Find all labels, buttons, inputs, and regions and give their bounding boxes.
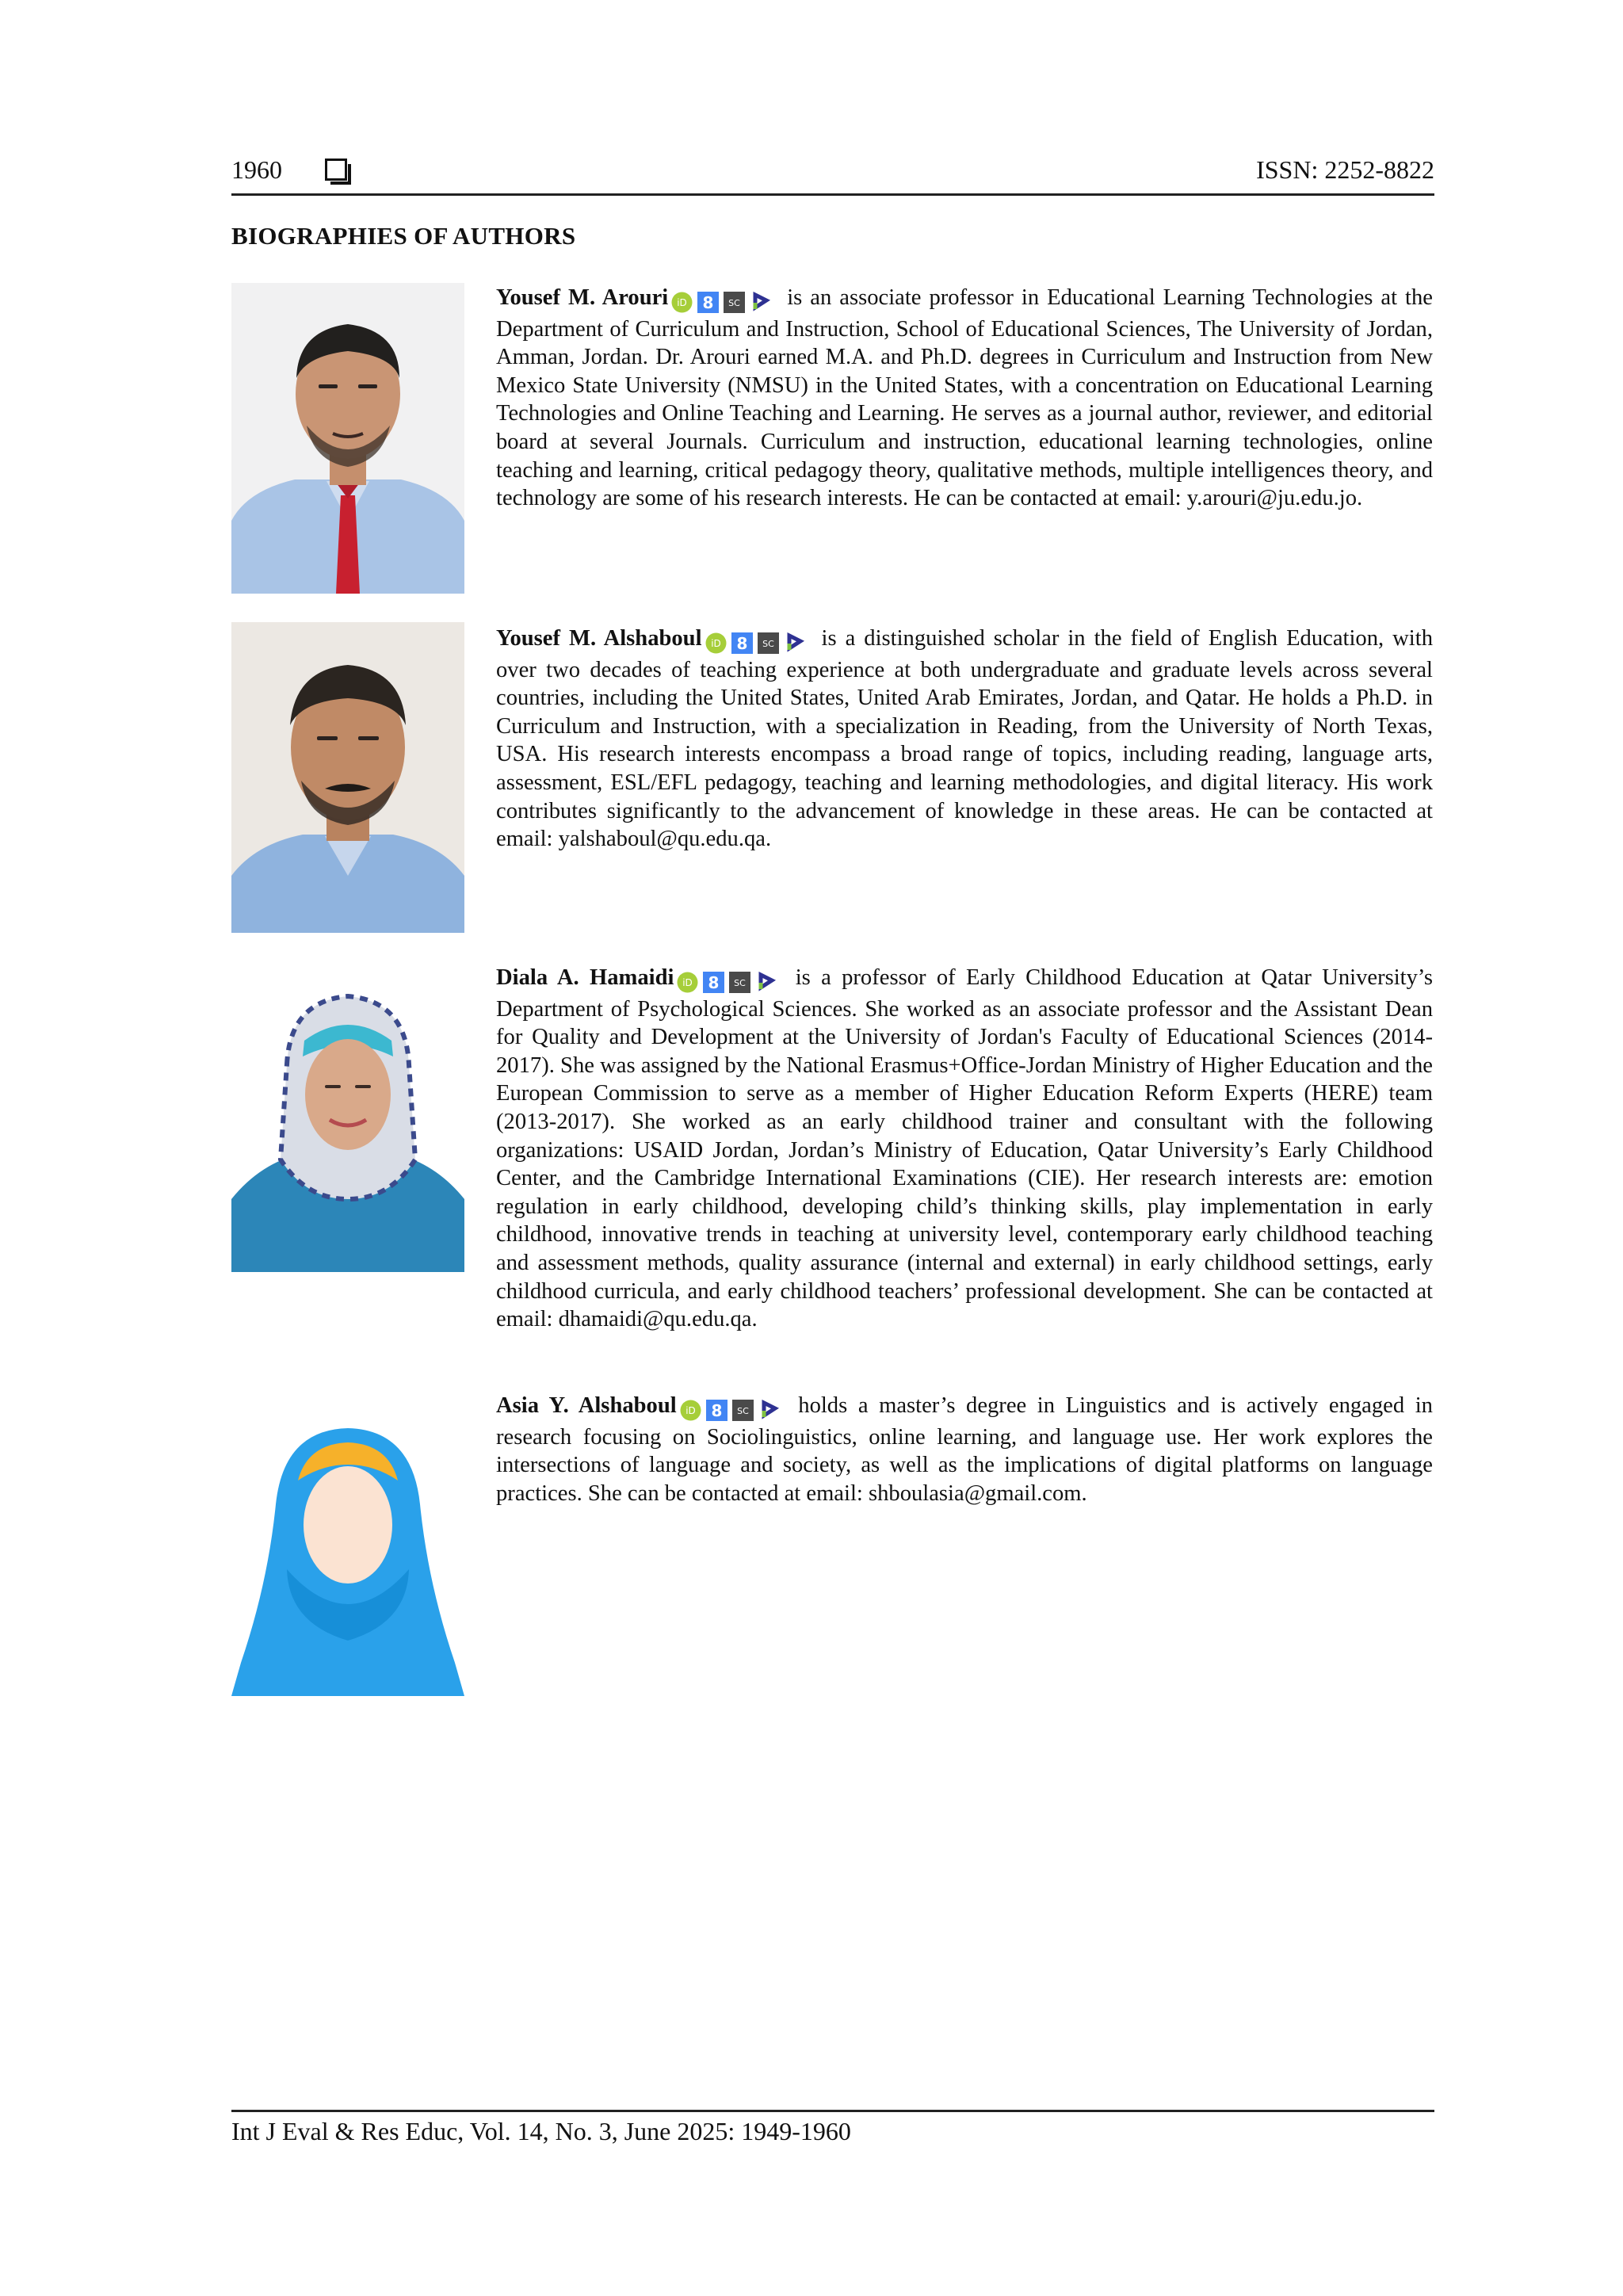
scopus-icon[interactable] [729, 972, 750, 993]
author-photo-hamaidi [231, 961, 464, 1272]
author-profile-icons [671, 287, 776, 315]
page-number: 1960 [231, 155, 282, 184]
author-name: Diala A. Hamaidi [496, 965, 674, 990]
publons-icon[interactable] [758, 1400, 780, 1421]
running-footer [231, 2110, 1434, 2146]
google-scholar-icon[interactable] [697, 292, 719, 313]
svg-text:SC: SC [728, 297, 741, 308]
section-title: BIOGRAPHIES OF AUTHORS [231, 222, 576, 250]
svg-text:8: 8 [736, 633, 748, 653]
author-name: Yousef M. Alshaboul [496, 626, 702, 651]
author-name: Asia Y. Alshaboul [496, 1393, 677, 1418]
orcid-icon[interactable] [671, 292, 693, 313]
author-name: Yousef M. Arouri [496, 285, 669, 310]
author-profile-icons [680, 1395, 785, 1423]
issn: ISSN: 2252-8822 [1256, 155, 1434, 184]
scopus-icon[interactable] [758, 632, 779, 654]
author-profile-icons [677, 967, 781, 995]
bio-text: is a distinguished scholar in the field of English Education, with over two decades of teaching experience at both undergraduate and graduate levels across several countries, including the United States, United Arab Emirates, Jordan, and Qatar. He holds a Ph.D. in Curriculum and Instruction, with a specialization in Reading, from the University of North Texas, USA. His research interests encompass a broad range of topics, including reading, language arts, assessment, ESL/EFL pedagogy, teaching and learning methodologies, and digital literacy. His work contributes significantly to the advancement of knowledge in these areas. He can be contacted at email: yalshaboul@qu.edu.qa. [496, 626, 1433, 852]
author-photo-arouri [231, 283, 464, 594]
svg-text:iD: iD [710, 637, 721, 649]
author-bio-hamaidi [496, 964, 1433, 1334]
svg-text:8: 8 [711, 1400, 723, 1420]
scopus-icon[interactable] [732, 1400, 754, 1421]
svg-text:SC: SC [734, 977, 747, 988]
svg-text:8: 8 [708, 972, 720, 992]
svg-text:SC: SC [736, 1405, 749, 1416]
publons-icon[interactable] [750, 292, 771, 313]
author-bio-asia-alshaboul [496, 1392, 1433, 1507]
orcid-icon[interactable] [677, 972, 698, 993]
author-bio-alshaboul [496, 625, 1433, 854]
bio-text: is a professor of Early Childhood Education at Qatar University’s Department of Psychological Sciences. She worked as an associate professor and the Assistant Dean for Quality and Development at the University of Jordan's Faculty of Educational Sciences (2014-2017). She was assigned by the National Erasmus+Office-Jordan Ministry of Higher Education and the European Commission to serve as a member of Higher Education Reform Experts (HERE) team (2013-2017). She worked as an early childhood trainer and consultant with the following organizations: USAID Jordan, Jordan’s Ministry of Education, Qatar University’s Early Childhood Center, and the Cambridge International Examinations (CIE). Her research interests are: emotion regulation in early childhood, developing child’s thinking skills, play implementation in early childhood, innovative trends in teaching at university level, contemporary early childhood teaching and assessment methods, quality assurance (internal and external) in early childhood settings, early childhood curricula, and early childhood teachers’ professional development. She can be contacted at email: dhamaidi@qu.edu.qa. [496, 965, 1433, 1332]
author-avatar-asia-alshaboul [231, 1385, 464, 1696]
svg-text:SC: SC [762, 638, 774, 649]
publons-icon[interactable] [755, 972, 777, 993]
orcid-icon[interactable] [680, 1400, 701, 1421]
svg-text:iD: iD [685, 1404, 696, 1416]
checkbox-icon [325, 159, 347, 181]
publons-icon[interactable] [784, 632, 805, 654]
author-bio-arouri [496, 284, 1433, 513]
google-scholar-icon[interactable] [731, 632, 753, 654]
bio-text: holds a master’s degree in Linguistics and is actively engaged in research focusing on Sociolinguistics, online learning, and language use. Her work explores the intersections of language and society, as well as the implications of digital platforms on language practices. She can be contacted at email: shboulasia@gmail.com. [496, 1393, 1433, 1506]
svg-text:iD: iD [682, 976, 693, 988]
author-photo-alshaboul [231, 622, 464, 933]
scopus-icon[interactable] [724, 292, 745, 313]
google-scholar-icon[interactable] [703, 972, 724, 993]
bio-text: is an associate professor in Educational Learning Technologies at the Department of Curriculum and Instruction, School of Educational Sciences, The University of Jordan, Amman, Jordan. Dr. Arouri earned M.A. and Ph.D. degrees in Curriculum and Instruction from New Mexico State University (NMSU) in the United States, with a concentration on Educational Learning Technologies and Online Teaching and Learning. He serves as a journal author, reviewer, and editorial board at several Journals. Curriculum and instruction, educational learning technologies, online teaching and learning, critical pedagogy theory, qualitative methods, multiple intelligences theory, and technology are some of his research interests. He can be contacted at email: y.arouri@ju.edu.jo. [496, 285, 1433, 511]
author-profile-icons [705, 628, 810, 656]
journal-citation: Int J Eval & Res Educ, Vol. 14, No. 3, June 2025: 1949-1960 [231, 2117, 851, 2145]
running-header [231, 152, 1434, 196]
svg-text:8: 8 [702, 292, 714, 312]
svg-text:iD: iD [677, 296, 688, 308]
google-scholar-icon[interactable] [706, 1400, 727, 1421]
orcid-icon[interactable] [705, 632, 727, 654]
